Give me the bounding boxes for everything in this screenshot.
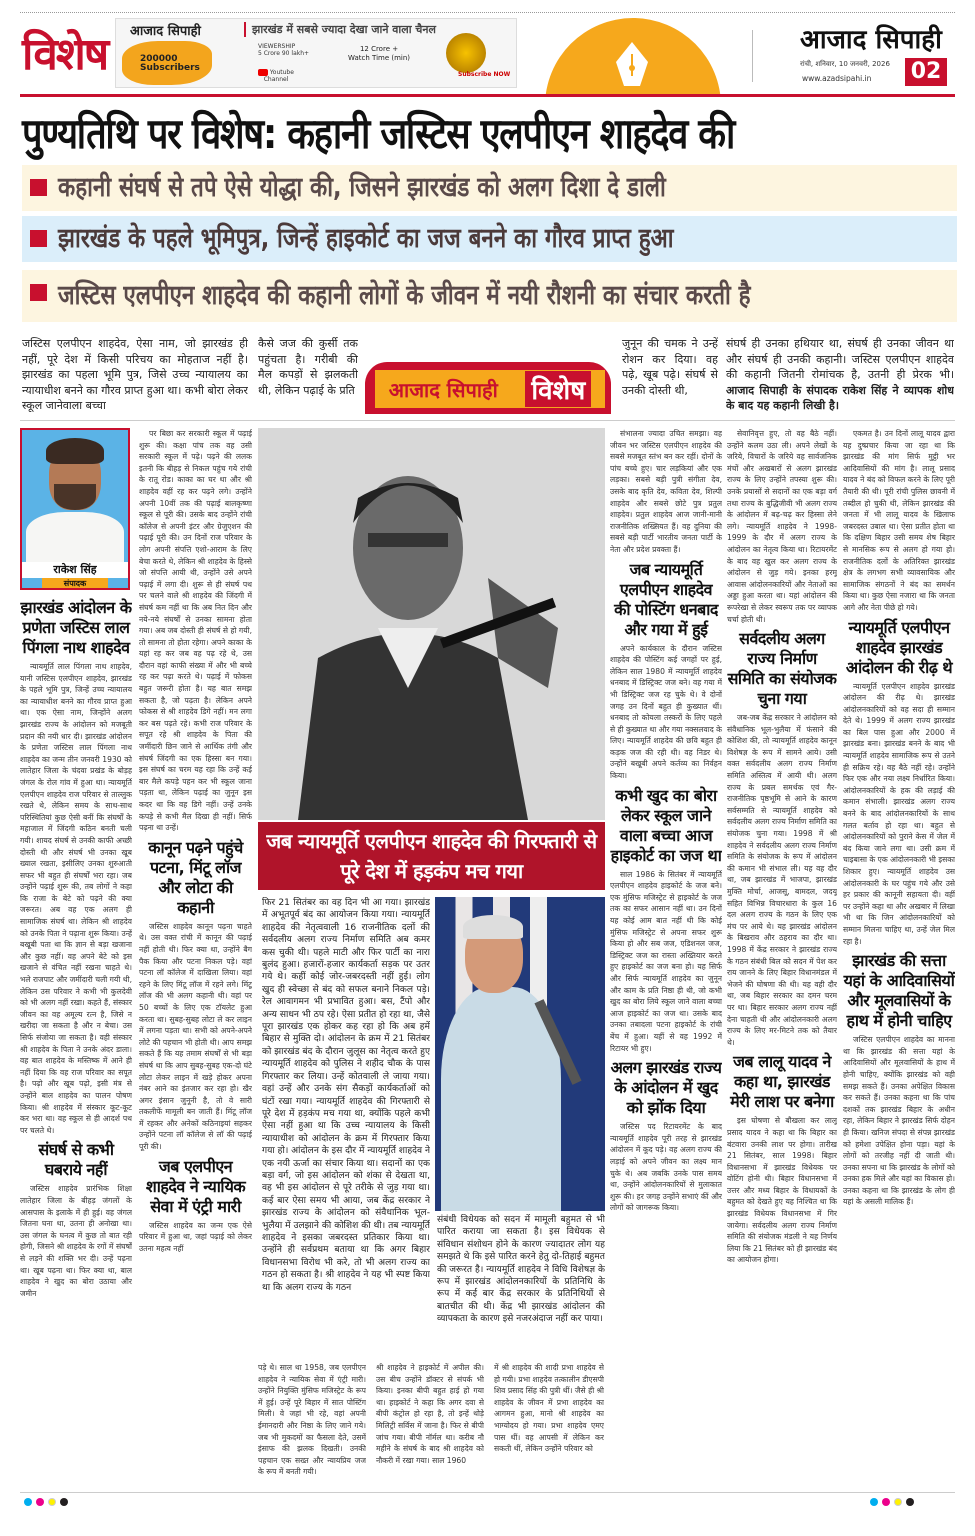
- pen-nib-icon: [610, 40, 654, 88]
- ad-tagline: झारखंड में सबसे ज्यादा देखा जाने वाला चैनल: [244, 22, 436, 37]
- subheading: जब न्यायमूर्ति एलपीएन शाहदेव की पोस्टिंग धनबाद और गया में हुई: [614, 559, 718, 639]
- intro-col-1: जस्टिस एलपीएन शाहदेव, ऐसा नाम, जो झारखंड ही नहीं, पूरे देश में किसी परिचय का मोहताज नहीं है। झारखंड का पहला भूमि पुत्र, जिसे उच्च न्यायालय का न्यायाधीश बनने का गौरव प्राप्त हुआ था। कभी बोरा लेकर स्कूल जानेवाला बच्चा: [22, 337, 248, 412]
- channel-advertisement[interactable]: [115, 18, 517, 88]
- column-2: [139, 428, 252, 1494]
- intro-col-3: जुनून की चमक ने उन्हें रोशन कर दिया। वह पढ़े, खूब पढ़े। संघर्ष से उनकी दोस्ती थी,: [622, 337, 718, 397]
- youtube-icon: [258, 69, 268, 76]
- paragraph: संभालना ज्यादा उचित समझा। वह जीवन भर जस्टिस एलपीएन शाहदेव की सबसे मजबूत स्तंभ बन कर रहीं। दोनों के पांच बच्चे हुए। चार लड़कियां और एक लड़का। सबसे बड़ी पुत्री संगीता देव, उसके बाद कृति देव, कविता देव, शिल्पी शाहदेव और सबसे छोटे पुत्र प्रतुल शाहदेव। प्रतुल शाहदेव आज जानी-मानी राजनीतिक शख्सियत हैं। वह दुनिया की सबसे बड़ी पार्टी भारतीय जनता पार्टी के नेता और प्रदेश प्रवक्ता हैं।: [610, 429, 722, 554]
- editor-name: राकेश सिंह: [22, 562, 128, 578]
- subheading: जब एलपीएन शाहदेव ने न्यायिक सेवा में एंट्री मारी: [145, 1156, 246, 1216]
- number-one-badge-icon: [446, 33, 486, 73]
- paragraph: इस घोषणा से बौखला कर लालू प्रसाद यादव ने कहा था कि बिहार का बंटवारा उनकी लाश पर होगा। तारीख 21 सितंबर, साल 1998। बिहार विधानसभा में झारखंड विधेयक पर वोटिंग होनी थी। बिहार विधानसभा में उत्तर और मध्य बिहार के विधायकों के बहुमत को देखते हुए यह निश्चित था कि झारखंड विधेयक विधानसभा में गिर जायेगा। सर्वदलीय अलग राज्य निर्माण समिति की संयोजक मंडली ने यह निर्णय लिया कि 21 सितंबर को ही झारखंड बंद का आयोजन होगा।: [727, 1116, 837, 1265]
- paragraph: जस्टिस शाहदेव का जन्म एक ऐसे परिवार में हुआ था, जहां पढ़ाई को लेकर उतना महत्व नहीं: [139, 1220, 252, 1253]
- column-1: [20, 594, 132, 1494]
- registration-dot: [906, 1498, 914, 1506]
- intro-byline: आजाद सिपाही के संपादक राकेश सिंह ने व्यापक शोध के बाद यह कहानी लिखी है।: [726, 383, 954, 412]
- section-logo: विशेष: [22, 29, 108, 80]
- paragraph: एकमत है। उन दिनों लालू यादव द्वारा यह दुष्प्रचार किया जा रहा था कि झारखंड की मांग सिर्फ मुट्ठी भर आदिवासियों की मांग है। लालू प्रसाद यादव ने बंद को विफल करने के लिए पूरी तैयारी की थी। पूरी रांची पुलिस छावनी में तब्दील हो चुकी थी, लेकिन झारखंड की जनता में भी लालू यादव के खिलाफ जबरदस्त उबाल था। ऐसा प्रतीत होता था कि दक्षिण बिहार उसी समय शेष बिहार से मानसिक रूप से अलग हो गया हो। राजनीतिक दलों के अतिरिक्त झारखंड क्षेत्र के लगभग सभी व्यावसायिक और सामाजिक संगठनों ने बंद का समर्थन किया था। कुछ ऐसा नजारा था कि जनता आगे और नेता पीछे हो गये।: [843, 429, 955, 612]
- bottom-col-2: श्री शाहदेव ने हाइकोर्ट में अपील की। उस बीच उन्होंने डॉक्टर से संपर्क भी किया। इनका बीपी बहुत हाई हो गया था। हाइकोर्ट ने कहा कि अगर दवा से बीपी कंट्रोल हो रहा है, तो इन्हें थोड़े मिलिट्री सर्विस में जाना है। फिर से बीपी जांच गया। बीपी नॉर्मल था। करीब नौ महीने के संघर्ष के बाद श्री शाहदेव को नौकरी में रखा गया। साल 1960: [376, 1363, 484, 1465]
- footer-rule: [20, 1492, 955, 1493]
- intro-col-4: [726, 336, 954, 414]
- top-rule: [20, 12, 955, 13]
- paragraph: जस्टिस पद रिटायरमेंट के बाद न्यायमूर्ति शाहदेव पूरी तरह से झारखंड आंदोलन में कूद पड़े। वह अलग राज्य की लड़ाई को अपने जीवन का लक्ष्य मान चुके थे। अब जबकि उनके पास समय था, उन्होंने आंदोलनकारियों से मुलाकात शुरू की। हर जगह उन्होंने सभाएं कीं और लोगों को जागरूक किया।: [610, 1122, 722, 1213]
- center-story-body-right: संबंधी विधेयक को सदन में मामूली बहुमत से भी पारित कराया जा सकता है। इस विधेयक से संविधान संशोधन होने के कारण ज्यादातर लोग यह समझते थे कि इसे पारित करने हेतु दो-तिहाई बहुमत की जरूरत है। न्यायमूर्ति शाहदेव ने विधि विशेषज्ञ के रूप में झारखंड आंदोलनकारियों के प्रतिनिधि के रूप में कई बार केंद्र सरकार के प्रतिनिधियों से बातचीत की थी। केंद्र भी झारखंड आंदोलन की व्यापकता के कारण इसे नजरअंदाज नहीं कर पाया।: [437, 1215, 605, 1325]
- dateline: रांची, शनिवार, 10 जनवरी, 2026: [800, 60, 890, 68]
- watch-time-label: Watch Time (min): [348, 54, 411, 62]
- bullet-square-icon: [30, 179, 47, 196]
- paragraph: जस्टिस एलपीएन शाहदेव का मानना था कि झारखंड की सत्ता यहां के आदिवासियों और मूलवासियों के हाथ में होनी चाहिए, क्योंकि झारखंड को वही समझ सकते हैं। उनका अपेक्षित विकास कर सकते हैं। उनका कहना था कि पांच दशकों तक झारखंड बिहार के अधीन रहा, लेकिन बिहार ने झारखंड सिर्फ दोहन ही किया। खनिज संपदा से संपन्न झारखंड को हमेशा उपेक्षित होना पड़ा। यहां के लोगों को तरजीह नहीं दी जाती थी। उनका सपना था कि झारखंड के लोगों को उनका हक मिले और यहां का विकास हो। उनका कहना था कि झारखंड के लोग ही यहां के असली मालिक हैं।: [843, 1035, 955, 1207]
- masthead-rule: [20, 94, 955, 97]
- subheading: झारखंड की सत्ता यहां के आदिवासियों और मूलवासियों के हाथ में होनी चाहिए: [843, 951, 955, 1031]
- youtube-label: Youtube: [269, 69, 294, 76]
- color-registration-marks: [24, 1498, 68, 1506]
- column-4: [727, 428, 837, 1494]
- column-3: [610, 428, 722, 1494]
- subscribe-now[interactable]: Subscribe NOW: [458, 71, 511, 78]
- section-divider: [20, 420, 955, 421]
- subheading: झारखंड आंदोलन के प्रणेता जस्टिस लाल पिंगला नाथ शाहदेव: [20, 598, 132, 657]
- ad-subscribers: [140, 55, 200, 73]
- deck-line-3: [22, 270, 957, 322]
- bullet-square-icon: [30, 284, 47, 301]
- ad-watch-time: [348, 45, 410, 63]
- subscribers-count: 200000: [140, 54, 178, 64]
- subheading: कभी खुद का बोरा लेकर स्कूल जाने वाला बच्चा आज हाइकोर्ट का जज था: [610, 785, 722, 865]
- paragraph: जस्टिस शाहदेव कानून पढ़ना चाहते थे। उस वक्त रांची में कानून की पढ़ाई नहीं होती थी। फिर क्या था, उन्होंने बैग पैक किया और पटना निकल पड़े। वहां पटना लॉ कॉलेज में दाखिला लिया। वहां रहने के लिए मिंटू लॉज में रहने लगे। मिंटू लॉज की भी अलग कहानी थी। वहां पर 50 बच्चों के लिए एक टॉयलेट हुआ करता था। सुबह-सुबह लोटा ले कर लाइन में लगना पड़ता था। सभी को अपने-अपने लोटे की पहचान भी होती थी। आप समझ सकते हैं कि यह तमाम संघर्षों से भी बड़ा संघर्ष था कि आप सुबह-सुबह एक-दो घंटे लोटा लेकर लाइन में खड़े होकर अपना नंबर आने का इंतजार कर रहा हो। खैर अगर इंसान जुनूनी है, तो वे सारी तकलीफें मामूली बन जाती हैं। मिंटू लॉज में रहकर और अनेकों कठिनाइयां सहकर उन्होंने पटना लॉ कॉलेज से लॉ की पढ़ाई पूरी की।: [139, 921, 252, 1152]
- ad-viewership: [258, 43, 309, 57]
- paragraph: साल 1986 के सितंबर में न्यायमूर्ति एलपीएन शाहदेव हाइकोर्ट के जज बने। एक मुंसिफ मजिस्ट्रेट से हाइकोर्ट के जज तक का सफर आसान नहीं था। उन दिनों यह कोई आम बात नहीं थी कि कोई मुंसिफ मजिस्ट्रेट से अपना सफर शुरू किया हो और सब जज, एडिशनल जज, डिस्ट्रिक्ट जज का रास्ता अख्तियार करते हुए हाइकोर्ट का जज बना हो। यह सिर्फ और सिर्फ न्यायमूर्ति शाहदेव का जुनून और काम के प्रति निष्ठा ही थी, जो कभी खुद का बोरा लिये स्कूल जाने वाला बच्चा आज हाइकोर्ट का जज था। उसके बाद उनका तबादला पटना हाइकोर्ट के रांची बेंच में हुआ। यहीं से वह 1992 में रिटायर भी हुए।: [610, 869, 722, 1053]
- column-5: [843, 428, 955, 1494]
- channel-label: Channel: [263, 76, 289, 83]
- registration-dot: [24, 1498, 32, 1506]
- registration-dot: [48, 1498, 56, 1506]
- subscribers-label: Subscribers: [140, 63, 200, 73]
- center-story-body-left: फिर 21 सितंबर का वह दिन भी आ गया। झारखंड में अभूतपूर्व बंद का आयोजन किया गया। न्यायमूर्ति शाहदेव की नेतृत्ववाली 16 राजनीतिक दलों की सर्वदलीय अलग राज्य निर्माण समिति अब कमर कस चुकी थी। पहले माटी और फिर पार्टी का नारा बुलंद हुआ। हजारों-हजार कार्यकर्ता सड़क पर उतर गये थे। कहीं कोई जोर-जबरदस्ती नहीं हुई। लोग खुद ही स्वेच्छा से बंद को सफल बनाने निकल पड़े। रेल आवागमन भी प्रभावित हुआ। बस, टैंपो और अन्य साधन भी ठप रहे। ऐसा प्रतीत हो रहा था, जैसे पूरा झारखंड एक होकर कह रहा हो कि अब हमें बिहार से मुक्ति दो। आंदोलन के क्रम में 21 सितंबर को झारखंड बंद के दौरान जुलूस का नेतृत्व करते हुए न्यायमूर्ति शाहदेव को पुलिस ने शहीद चौक के पास गिरफ्तार कर लिया। उन्हें कोतवाली ले जाया गया। वहां उन्हें और उनके संग सैकड़ों कार्यकर्ताओं को घंटों रखा गया। न्यायमूर्ति शाहदेव की गिरफ्तारी से पूरे देश में हड़कंप मच गया था, क्योंकि पहले कभी ऐसा नहीं हुआ था कि उच्च न्यायालय के किसी न्यायाधीश को आंदोलन के क्रम में गिरफ्तार किया गया हो। आंदोलन के इस दौर में न्यायमूर्ति शाहदेव ने एक नयी ऊर्जा का संचार किया था। सदानों का एक बड़ा वर्ग, जो इस आंदोलन को शंका से देखता था, वह भी इस आंदोलन से पूरे तरीके से जुड़ गया था। कई बार ऐसा समय भी आया, जब केंद्र सरकार ने झारखंड राज्य के आंदोलन को संवैधानिक भूल-भुलैया में उलझाने की कोशिश की थी। तब न्यायमूर्ति शाहदेव ने इसका जबरदस्त प्रतिकार किया था। उन्होंने ही सर्वप्रथम बताया था कि अगर बिहार विधानसभा विरोध भी करे, तो भी अलग राज्य का गठन हो सकता है। श्री शाहदेव ने यह भी स्पष्ट किया था कि अलग राज्य के गठन: [262, 898, 430, 1293]
- intro-text: संघर्ष ही उनका हथियार था, संघर्ष ही उनका जीवन था और संघर्ष ही उनकी कहानी। जस्टिस एलपीएन शाहदेव की कहानी जितनी रोमांचक है, उतनी ही प्रेरक भी।: [726, 337, 954, 381]
- registration-dot: [870, 1498, 878, 1506]
- editor-role: संपादक: [42, 578, 108, 590]
- bottom-col-1: पड़े थे। साल था 1958, जब एलपीएन शाहदेव ने न्यायिक सेवा में एंट्री मारी। उन्होंने नियुक्ति मुंसिफ मजिस्ट्रेट के रूप में हुई। उन्हें पूरे बिहार में सात पोस्टिंग मिली। वे जहां भी रहे, वहां अपनी ईमानदारी और निष्ठा के लिए जाने गये। जब भी मुकदमों का फैसला देते, उसमें इंसाफ की झलक दिखती। उनकी पहचान एक सख्त और न्यायप्रिय जज के रूप में बनती गयी।: [258, 1363, 366, 1477]
- registration-dot: [882, 1498, 890, 1506]
- color-registration-marks-right: [870, 1498, 914, 1506]
- deck-text: झारखंड के पहले भूमिपुत्र, जिन्हें हाइकोर्ट का जज बनने का गौरव प्राप्त हुआ: [58, 223, 674, 254]
- registration-dot: [60, 1498, 68, 1506]
- paragraph: सेवानिवृत्त हुए, तो वह बैठे नहीं। उन्होंने कलम उठा ली। अपने लेखों के जरिये, विचारों के जरिये वह सार्वजनिक मंचों और अखबारों से अलग झारखंड राज्य के लिए उन्होंने तपस्या शुरू की। उनके प्रयासों से सदानों का एक बड़ा वर्ग तथा राज्य के बुद्धिजीवी भी अलग राज्य के आंदोलन में बढ़-चढ़ कर हिस्सा लेने लगे। न्यायमूर्ति शाहदेव ने 1998-1999 के दौर में अलग राज्य के आंदोलन का नेतृत्व किया था। रिटायरमेंट के बाद वह खुल कर अलग राज्य के आंदोलन से जुड़ गये। इनका हरमू आवास आंदोलनकारियों और नेताओं का अड्डा हुआ करता था। यहां आंदोलन की रूपरेखा से लेकर स्वरूप तक पर व्यापक चर्चा होती थी।: [727, 429, 837, 624]
- subheading: संघर्ष से कभी घबराये नहीं: [38, 1140, 114, 1180]
- editor-photo: [20, 428, 130, 590]
- azad-sipahi-vishesh-badge: [365, 362, 611, 414]
- paragraph: जब-जब केंद्र सरकार ने आंदोलन को संवैधानिक भूल-भुलैया में फंसाने की कोशिश की, तो न्यायमूर्ति शाहदेव कानून विशेषज्ञ के रूप में सामने आये। उसी वक्त सर्वदलीय अलग राज्य निर्माण समिति अस्तित्व में आयी थी। अलग राज्य के प्रबल समर्थक एवं गैर-राजनीतिक पृष्ठभूमि से आने के कारण सर्वसम्मति से न्यायमूर्ति शाहदेव को सर्वदलीय अलग राज्य निर्माण समिति का संयोजक चुना गया। 1998 में श्री शाहदेव ने सर्वदलीय अलग राज्य निर्माण समिति के संयोजक के रूप में आंदोलन की कमान भी संभाल ली। यह वह दौर था, जब झारखंड में भाजपा, झारखंड मुक्ति मोर्चा, आजसू, बामदल, जदयू सहित विभिन्न विचारधारा के कुल 16 दल अलग राज्य के गठन के लिए एक मंच पर आये थे। यह झारखंड आंदोलन के बिखराव और ठहराव का दौर था। 1998 में केंद्र सरकार ने झारखंड राज्य के गठन संबंधी बिल को सदन में पेश कर राय जानने के लिए बिहार विधानमंडल में भेजने की घोषणा की थी। यह वही दौर था, जब बिहार सरकार का दमन चरम पर था। बिहार सरकार अलग राज्य नहीं देना चाहती थी और आंदोलनकारी अलग राज्य के लिए मर-मिटने तक को तैयार थे।: [727, 713, 837, 1047]
- registration-dot: [894, 1498, 902, 1506]
- page-number: 02: [905, 58, 947, 86]
- paragraph: जस्टिस शाहदेव प्रारंभिक शिक्षा लातेहार जिला के बीहड़ जंगलों के आसपास के इलाके में ही हुई। वह जंगल जितना घना था, उतना ही अनोखा था। उस जंगल के घनत्व में कुछ तो बात रही होगी, जिसने श्री शाहदेव के रगों में संघर्षों से लड़ने की शक्ति भर दी। उन्हें पढ़ना था। खूब पढ़ना था। फिर क्या था, बाल शाहदेव ने खुद का बोरा उठाया और जमीन: [20, 1184, 132, 1298]
- newspaper-brand: आजाद सिपाही: [800, 25, 942, 55]
- bottom-col-3: में श्री शाहदेव की शादी प्रभा शाहदेव से हो गयी। प्रभा शाहदेव तत्कालीन डीएसपी शिव प्रसाद सिंह की पुत्री थीं। जैसे ही श्री शाहदेव के जीवन में प्रभा शाहदेव का आगमन हुआ, मानो श्री शाहदेव का भाग्योदय हो गया। प्रभा शाहदेव एमए पास थीं। वह आपसी में लेकिन कर सकती थीं, लेकिन उन्होंने परिवार को: [494, 1363, 604, 1454]
- badge-brand: आजाद सिपाही: [388, 377, 498, 402]
- badge-section: विशेष: [525, 371, 591, 407]
- subheading: कानून पढ़ने पहुंचे पटना, मिंटू लॉज और लोटा की कहानी: [148, 837, 243, 917]
- ad-youtube: [258, 69, 294, 83]
- deck-text: कहानी संघर्ष से तपे ऐसे योद्धा की, जिसने झारखंड को अलग दिशा दे डाली: [58, 172, 666, 203]
- masthead-divider: [752, 30, 753, 82]
- paragraph: न्यायमूर्ति एलपीएन शाहदेव झारखंड आंदोलन की रीढ़ थे। झारखंड आंदोलनकारियों को वह सदा ही सम्मान देते थे। 1999 में अलग राज्य झारखंड का बिल पास हुआ और 2000 में झारखंड बना। झारखंड बनने के बाद भी न्यायमूर्ति शाहदेव सामाजिक रूप से उतने ही सक्रिय रहे। वह बैठे नहीं रहे। उन्होंने फिर एक और नया लक्ष्य निर्धारित किया। आंदोलनकारियों के हक की लड़ाई की कमान संभाली। झारखंड अलग राज्य बनने के बाद आंदोलनकारियों के साथ गलत बर्ताव हो रहा था। बहुत से आंदोलनकारियों को पुराने केस में जेल में बंद किया जाने लगा था। उसी क्रम में चाइबासा के एक आंदोलनकारी भी इसका शिकार हुए। न्यायमूर्ति शाहदेव उस आंदोलनकारी के घर पहुंच गये और उसे हर प्रकार की कानूनी सहायता दी। वहीं पर उन्होंने कहा था और अखबार में लिखा भी था कि जिन आंदोलनकारियों को सम्मान मिलना चाहिए था, उन्हें जेल मिल रहा है।: [843, 681, 955, 946]
- justice-shahdev-photo: [258, 428, 605, 820]
- deck-line-2: [22, 216, 957, 262]
- justice-shahdev-speech-photo: [435, 897, 605, 1211]
- bullet-square-icon: [30, 230, 47, 247]
- paragraph: पर बिछा कर सरकारी स्कूल में पढ़ाई शुरू की। कक्षा पांच तक वह उसी सरकारी स्कूल में पढ़े। पढ़ने की ललक इतनी कि बीहड़ से निकल पहुंच गये रांची के रातू रोड। काका का घर था और श्री शाहदेव वहीं रह कर पढ़ने लगे। उन्होंने अपनी 10वीं तक की पढ़ाई बालकृष्णा स्कूल से पूरी की। उसके बाद उन्होंने रांची कॉलेज से अपनी इंटर और ग्रेजुएशन की पढ़ाई पूरी की। उन दिनों राज परिवार के लोग अपनी संपत्ति एशो-आराम के लिए बेचा करते थे, लेकिन श्री शाहदेव के हिस्से जो संपत्ति आयी थी, उन्होंने उसे अपने पढ़ाई में लगा दी। शुरू से ही संघर्ष पथ पर चलने वाले श्री शाहदेव की जिंदगी में संघर्ष कम नहीं था कि अब नित दिन और नये-नये संघर्षों से उनका सामना होता गया। अब जब दोस्ती ही संघर्ष से हो गयी, तो सामना तो होता रहेगा। अपने काका के यहां रह कर जब वह पढ़ रहे थे, उस दौरान वहां काफी संख्या में और भी बच्चे रह कर पढ़ा करते थे। पढ़ाई में फोकस बहुत जरूरी होता है। यह बात समझ सकता है, जो पढ़ता है। लेकिन अपने फोकस से श्री शाहदेव डिगे नहीं। मन लगा कर बस पढ़ते रहे। कभी राज परिवार के सपूत रहे श्री शाहदेव के पिता की जमींदारी छिन जाने से आर्थिक तंगी और संघर्ष जिंदगी का एक हिस्सा बन गया। इस संघर्ष का चरम यह रहा कि उन्हें कई बार मैले कपड़े पहन कर भी स्कूल जाना पड़ता था, लेकिन पढ़ाई का जुनून इस कदर था कि वह डिगे नहीं। उन्हें उनके कपड़े से कभी मैल दिखा ही नहीं। सिर्फ पढ़ना था उन्हें।: [139, 429, 252, 833]
- intro-col-2: कैसे जज की कुर्सी तक पहुंचता है। गरीबी की मैल कपड़ों से झलकती थी, लेकिन पढ़ाई के प्रति: [258, 337, 358, 397]
- subheading: न्यायमूर्ति एलपीएन शाहदेव झारखंड आंदोलन की रीढ़ थे: [845, 617, 953, 677]
- deck-line-1: [22, 165, 957, 211]
- registration-dot: [36, 1498, 44, 1506]
- center-story-headline: जब न्यायमूर्ति एलपीएन शाहदेव की गिरफ्तारी से पूरे देश में हड़कंप मच गया: [258, 822, 605, 890]
- subheading: अलग झारखंड राज्य के आंदोलन में खुद को झोंक दिया: [610, 1058, 722, 1118]
- deck-text: जस्टिस एलपीएन शाहदेव की कहानी लोगों के जीवन में नयी रौशनी का संचार करती है: [58, 280, 751, 311]
- paragraph: न्यायमूर्ति लाल पिंगला नाथ शाहदेव, यानी जस्टिस एलपीएन शाहदेव, झारखंड के पहले भूमि पुत्र, जिन्हें उच्च न्यायालय का न्यायाधीश बनने का गौरव प्राप्त हुआ था। एक ऐसा नाम, जिन्होंने अलग झारखंड राज्य के आंदोलन को मजबूती प्रदान की नयी धार दी। झारखंड आंदोलन के प्रणेता जस्टिस लाल पिंगला नाथ शाहदेव का जन्म तीन जनवरी 1930 को लातेहार जिला के चंदवा प्रखंड के बोड़ह जंगल के रोल गांव में हुआ था। न्यायमूर्ति एलपीएन शाहदेव राज परिवार से ताल्लुक रखते थे, लेकिन समय के साथ-साथ परिस्थितियां कुछ ऐसी बनीं कि संघर्षों के महाजाल में जिंदगी कठिन बनती चली गयी। शायद संघर्ष से उनकी काफी अच्छी दोस्ती थी और संघर्ष भी उनका खूब ख्याल रखता, इसीलिए उनका शुरुआती सफर भी बहुत ही संघर्षों भरा रहा। जब उन्होंने पढ़ाई शुरू की, तब लोगों ने कहा कि राजा के बेटे को पढ़ने की क्या जरूरत। अब वह एक अलग ही सामाजिक संघर्ष था। लेकिन श्री शाहदेव को उनके पिता ने पढ़ाना शुरू किया। उन्हें बखूबी पता था कि ज्ञान से बड़ा खजाना और कुछ नहीं। वह अपने बेटे को इस खजाने से वंचित नहीं रखना चाहते थे। भले राजपाट और जमींदारी चली गयी थी, लेकिन उस परिवार ने कभी भी कुलदेवी को भी अलग नहीं रखा। कहते हैं, संस्कार जीवन का वह अमूल्य रत्न है, जिसे न खरीदा जा सकता है और न बेचा। उस सिर्फ संजोया जा सकता है। वही संस्कार श्री शाहदेव के पिता ने उनके अंदर डाला। वह बात शाहदेव के मस्तिष्क में आने ही नहीं दिया कि वह राज परिवार का सपूत है। पढ़ो और खूब पढ़ो, इसी मंत्र से उन्होंने बाल शाहदेव का पालन पोषण किया। श्री शाहदेव में संस्कार कूट-कूट कर भरा था। वह स्कूल से ही आदर्श पथ पर चलते थे।: [20, 662, 132, 1135]
- website-link[interactable]: www.azadsipahi.in: [802, 74, 872, 83]
- viewership-value: 5 Crore 90 lakh+: [258, 50, 310, 57]
- ad-brand: आजाद सिपाही: [130, 24, 201, 39]
- main-headline: पुण्यतिथि पर विशेष: कहानी जस्टिस एलपीएन शाहदेव की: [22, 109, 735, 158]
- subheading: जब लालू यादव ने कहा था, झारखंड मेरी लाश पर बनेगा: [730, 1052, 834, 1112]
- paragraph: अपने कार्यकाल के दौरान जस्टिस शाहदेव की पोस्टिंग कई जगहों पर हुई, लेकिन साल 1980 में न्यायमूर्ति शाहदेव धनबाद में डिस्ट्रिक्ट जज बने। वह गया में भी डिस्ट्रिक्ट जज रह चुके थे। वे दोनों जगह उन दिनों बहुत ही कुख्यात थीं। धनबाद तो कोयला तस्करों के लिए पहले से ही कुख्यात था और गया नक्सलवाद के लिए। न्यायमूर्ति शाहदेव की छवि बहुत ही कड़क जज की रही थी। वह निडर थे। उन्होंने बखूबी अपने कर्तव्य का निर्वहन किया।: [610, 643, 722, 781]
- subheading: सर्वदलीय अलग राज्य निर्माण समिति का संयोजक चुना गया: [727, 629, 837, 709]
- watch-time-value: 12 Crore +: [359, 45, 399, 53]
- viewership-label: VIEWERSHIP: [258, 43, 296, 50]
